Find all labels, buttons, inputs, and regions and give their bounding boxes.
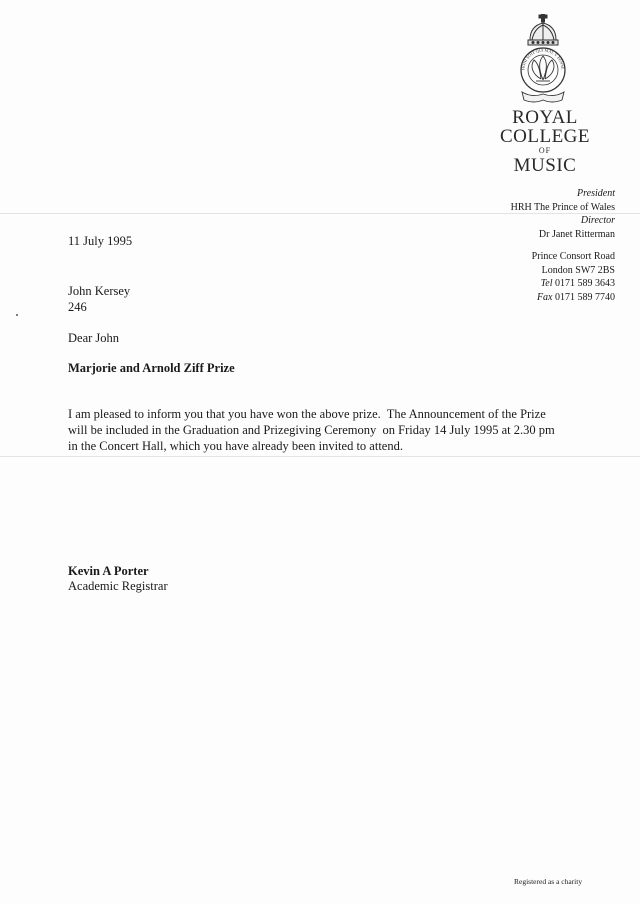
fax-number: 0171 589 7740 bbox=[555, 291, 615, 303]
charity-note: Registered as a charity bbox=[514, 877, 583, 886]
signer-name: Kevin A Porter bbox=[68, 564, 149, 578]
fax bbox=[450, 291, 615, 305]
salutation: Dear John bbox=[68, 331, 120, 345]
college-name-royal: ROYAL bbox=[512, 107, 578, 128]
college-name-college: COLLEGE bbox=[499, 126, 591, 147]
body-line-3: in the Concert Hall, which you have already been invited to attend. bbox=[68, 439, 403, 453]
fax-label: Fax bbox=[536, 291, 553, 303]
recipient-name: John Kersey bbox=[68, 284, 131, 298]
director-name: Dr Janet Ritterman bbox=[538, 228, 615, 240]
letter-body bbox=[68, 406, 573, 454]
royal-crest-logo bbox=[512, 14, 574, 106]
scan-line bbox=[0, 456, 640, 457]
letter-date: 11 July 1995 bbox=[68, 234, 133, 248]
body-line-2: will be included in the Graduation and Prizegiving Ceremony on Friday 14 July 1995 at 2.30 pm bbox=[68, 423, 555, 437]
letter-subject: Marjorie and Arnold Ziff Prize bbox=[68, 361, 235, 375]
tel-number: 0171 589 3643 bbox=[555, 278, 615, 289]
college-name-music: MUSIC bbox=[513, 155, 577, 176]
president-label: President bbox=[577, 188, 615, 199]
recipient-line-2: 246 bbox=[68, 300, 87, 314]
college-name-of: OF bbox=[538, 146, 552, 155]
scan-line bbox=[0, 213, 640, 214]
svg-text:HONI SOIT QUI MAL Y PENSE bbox=[520, 47, 565, 70]
address-line-1: Prince Consort Road bbox=[531, 251, 615, 262]
tel-label: Tel bbox=[540, 278, 553, 289]
body-line-1: I am pleased to inform you that you have won the above prize. The Announcement of the Prize bbox=[68, 407, 546, 421]
address-line-2: London SW7 2BS bbox=[541, 264, 615, 276]
president-name: HRH The Prince of Wales bbox=[510, 201, 615, 213]
college-name bbox=[480, 108, 610, 175]
telephone bbox=[450, 277, 615, 291]
scan-speck bbox=[16, 314, 18, 316]
letterhead-officials bbox=[450, 187, 615, 304]
crest-motto: HONI SOIT QUI MAL Y PENSE bbox=[520, 47, 566, 71]
director-label: Director bbox=[580, 215, 615, 226]
recipient-block bbox=[68, 283, 130, 315]
signer-title: Academic Registrar bbox=[68, 579, 168, 593]
